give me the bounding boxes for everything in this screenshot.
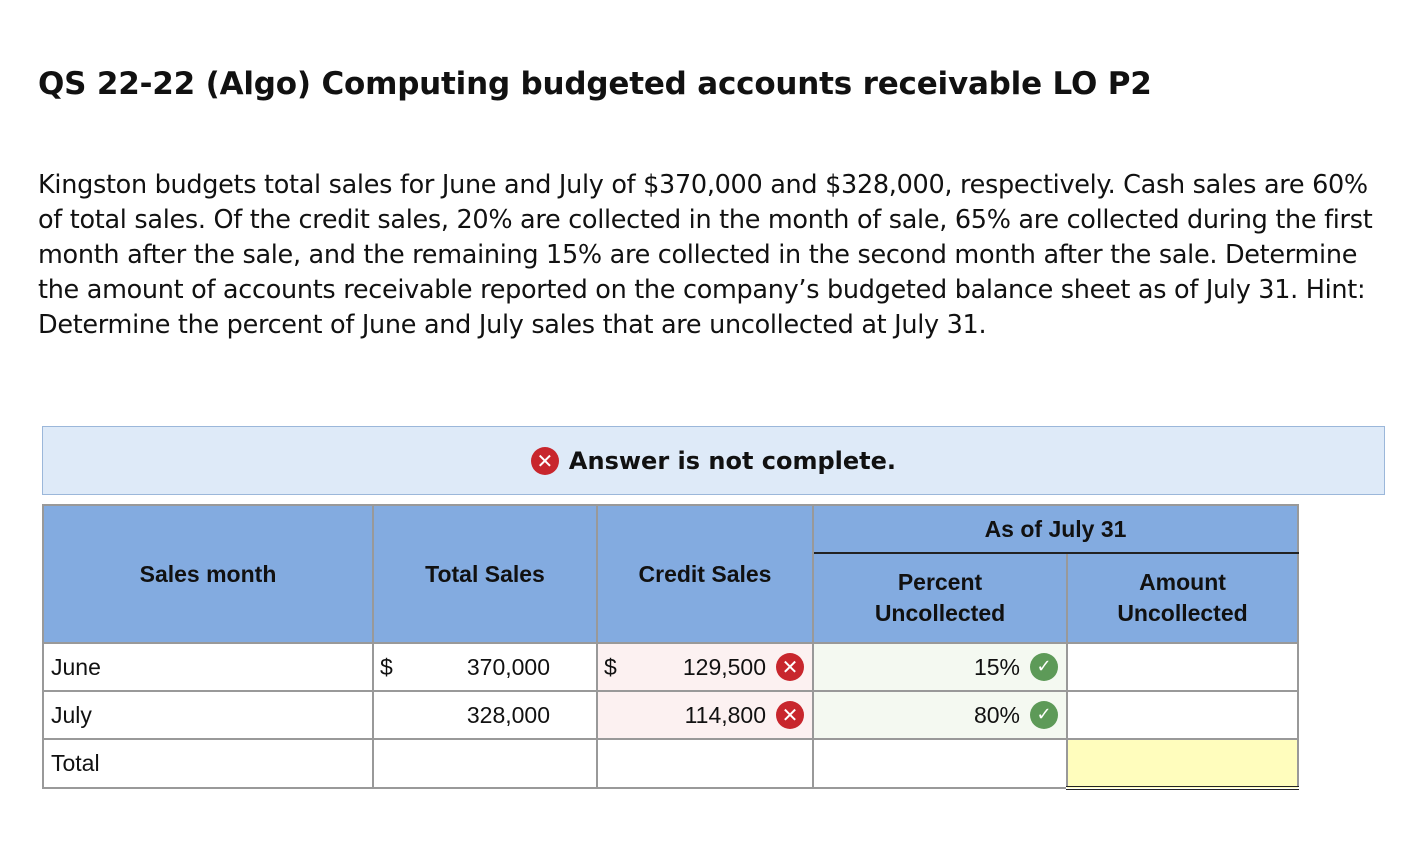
credit-sales-input[interactable] bbox=[597, 691, 813, 739]
answer-status-banner bbox=[42, 426, 1385, 495]
table-row-total bbox=[43, 739, 1298, 788]
total-sales-total-cell bbox=[373, 739, 597, 788]
incorrect-x-icon: ✕ bbox=[776, 653, 804, 681]
col-header-percent-uncollected bbox=[813, 553, 1067, 643]
page-title: QS 22-22 (Algo) Computing budgeted accounts receivable LO P2 bbox=[38, 66, 1152, 102]
percent-uncollected-input[interactable] bbox=[813, 643, 1067, 691]
percent-uncollected-value: 15% bbox=[973, 653, 1020, 680]
col-header-sales-month: Sales month bbox=[43, 505, 373, 643]
currency-symbol: $ bbox=[604, 653, 617, 680]
total-sales-value: 370,000 bbox=[466, 653, 550, 680]
x-icon: ✕ bbox=[531, 447, 559, 475]
credit-sales-value: 114,800 bbox=[684, 701, 766, 728]
total-sales-cell[interactable] bbox=[373, 643, 597, 691]
total-sales-cell[interactable] bbox=[373, 691, 597, 739]
col-header-percent-line1: Percent bbox=[897, 569, 983, 595]
total-amount-uncollected-input[interactable] bbox=[1067, 739, 1298, 788]
col-group-header-as-of-july-31: As of July 31 bbox=[813, 505, 1298, 553]
percent-uncollected-input[interactable] bbox=[813, 691, 1067, 739]
currency-symbol: $ bbox=[380, 653, 393, 680]
col-header-credit-sales: Credit Sales bbox=[597, 505, 813, 643]
col-header-percent-line2: Uncollected bbox=[874, 600, 1006, 626]
sales-month-cell: July bbox=[43, 691, 373, 739]
sales-month-cell: June bbox=[43, 643, 373, 691]
credit-sales-value: 129,500 bbox=[682, 653, 766, 680]
amount-uncollected-input[interactable] bbox=[1067, 691, 1298, 739]
percent-uncollected-value: 80% bbox=[973, 701, 1020, 728]
table-row-june bbox=[43, 643, 1298, 691]
total-sales-value: 328,000 bbox=[466, 701, 550, 728]
table-row-july bbox=[43, 691, 1298, 739]
correct-check-icon: ✓ bbox=[1030, 653, 1058, 681]
col-header-amount-line2: Uncollected bbox=[1117, 600, 1248, 626]
answer-status-message: Answer is not complete. bbox=[568, 446, 897, 475]
total-label-cell: Total bbox=[43, 739, 373, 788]
percent-total-cell bbox=[813, 739, 1067, 788]
problem-text: Kingston budgets total sales for June and July of $370,000 and $328,000, respectively. Cash sales are 60% of total sales. Of the credit sales, 20% are collected in the month of sale, 65% are collected during the first month after the sale, and the remaining 15% are collected in the second month after the sale. Determine the amount of accounts receivable reported on the company’s budgeted balance sheet as of July 31. Hint: Determine the percent of June and July sales that are uncollected at July 31. bbox=[38, 170, 1373, 340]
col-header-amount-uncollected bbox=[1067, 553, 1298, 643]
correct-check-icon: ✓ bbox=[1030, 701, 1058, 729]
amount-uncollected-input[interactable] bbox=[1067, 643, 1298, 691]
incorrect-x-icon: ✕ bbox=[776, 701, 804, 729]
col-header-amount-line1: Amount bbox=[1139, 569, 1226, 595]
col-header-total-sales: Total Sales bbox=[373, 505, 597, 643]
receivables-table bbox=[42, 504, 1299, 790]
credit-sales-total-cell bbox=[597, 739, 813, 788]
credit-sales-input[interactable] bbox=[597, 643, 813, 691]
